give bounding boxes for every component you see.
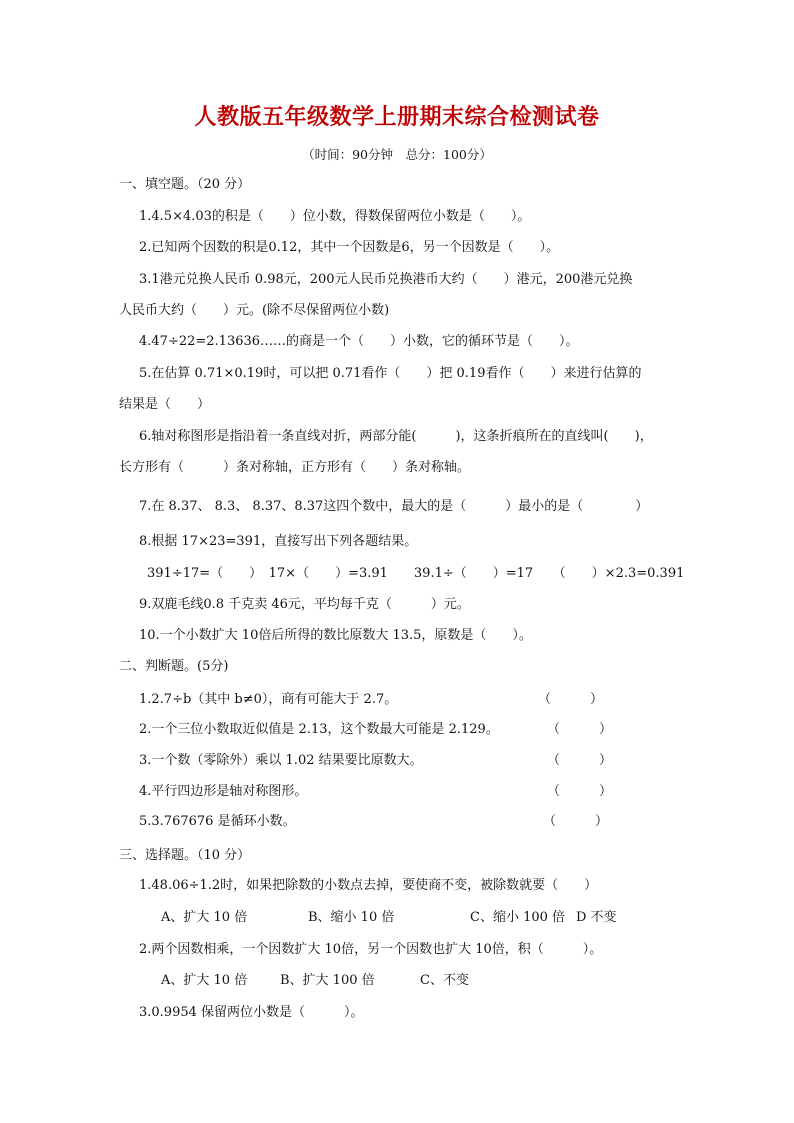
choice-question-1: 1.48.06÷1.2时，如果把除数的小数点去掉，要使商不变，被除数就要（ ） [139,878,598,893]
choice-question-3: 3.0.9954 保留两位小数是（ ）。 [139,1005,364,1020]
choice-2-option-b[interactable]: B、扩大 100 倍 [280,973,375,988]
judge-answer-4[interactable]: （ ） [547,784,613,799]
page-title: 人教版五年级数学上册期末综合检测试卷 [194,105,600,130]
fill-question-5: 5.在估算 0.71×0.19时，可以把 0.71看作（ ）把 0.19看作（ ）来进行估算的 [139,366,642,381]
choice-2-option-c[interactable]: C、不变 [420,973,469,988]
judge-question-2: 2.一个三位小数取近似值是 2.13，这个数最大可能是 2.129。 [139,722,499,737]
judge-question-1: 1.2.7÷b（其中 b≠0），商有可能大于 2.7。 [139,692,398,707]
fill-question-6: 6.轴对称图形是指沿着一条直线对折，两部分能( )，这条折痕所在的直线叫( )， [139,429,653,444]
fill-question-9: 9.双鹿毛线0.8 千克卖 46元，平均每千克（ ）元。 [139,597,470,612]
judge-question-4: 4.平行四边形是轴对称图形。 [139,784,308,799]
fill-question-6-cont: 长方形有（ ）条对称轴，正方形有（ ）条对称轴。 [119,460,471,475]
choice-1-option-a[interactable]: A、扩大 10 倍 [161,910,248,925]
fill-question-1: 1.4.5×4.03的积是（ ）位小数，得数保留两位小数是（ ）。 [139,209,531,224]
fill-question-3-cont: 人民币大约（ ）元。(除不尽保留两位小数) [119,303,390,318]
choice-1-option-d[interactable]: D 不变 [576,910,617,925]
judge-answer-5[interactable]: （ ） [543,814,609,829]
judge-answer-1[interactable]: （ ） [538,692,604,707]
judge-question-5: 5.3.767676 是循环小数。 [139,814,296,829]
fill-question-2: 2.已知两个因数的积是0.12，其中一个因数是6，另一个因数是（ ）。 [139,240,560,255]
choice-question-2: 2.两个因数相乘，一个因数扩大 10倍，另一个因数也扩大 10倍，积（ ）。 [139,942,603,957]
judge-answer-2[interactable]: （ ） [547,722,613,737]
fill-question-7: 7.在 8.37、 8.3、 8.37、8.37这四个数中，最大的是（ ）最小的是（ ） [139,499,649,514]
section-heading-judge: 二、判断题。(5分) [119,659,229,674]
page-subtitle: （时间：90分钟 总分：100分） [302,147,492,162]
section-heading-fill: 一、填空题。（20 分） [119,177,251,192]
choice-1-option-c[interactable]: C、缩小 100 倍 [470,910,566,925]
choice-2-option-a[interactable]: A、扩大 10 倍 [161,973,248,988]
fill-question-4: 4.47÷22=2.13636……的商是一个（ ）小数，它的循环节是（ ）。 [139,334,579,349]
section-heading-choice: 三、选择题。（10 分） [119,848,251,863]
judge-question-3: 3.一个数（零除外）乘以 1.02 结果要比原数大。 [139,753,423,768]
fill-question-10: 10.一个小数扩大 10倍后所得的数比原数大 13.5，原数是（ ）。 [139,628,532,643]
fill-question-5-cont: 结果是（ ） [119,397,211,412]
choice-1-option-b[interactable]: B、缩小 10 倍 [308,910,395,925]
judge-answer-3[interactable]: （ ） [547,753,613,768]
fill-question-8-items: 391÷17=（ ） 17×（ ）=3.91 39.1÷（ ）=17 （ ）×2.3=0.391 [147,566,685,581]
fill-question-8: 8.根据 17×23=391，直接写出下列各题结果。 [139,534,418,549]
fill-question-3: 3.1港元兑换人民币 0.98元，200元人民币兑换港币大约（ ）港元，200港元兑换 [139,272,633,287]
